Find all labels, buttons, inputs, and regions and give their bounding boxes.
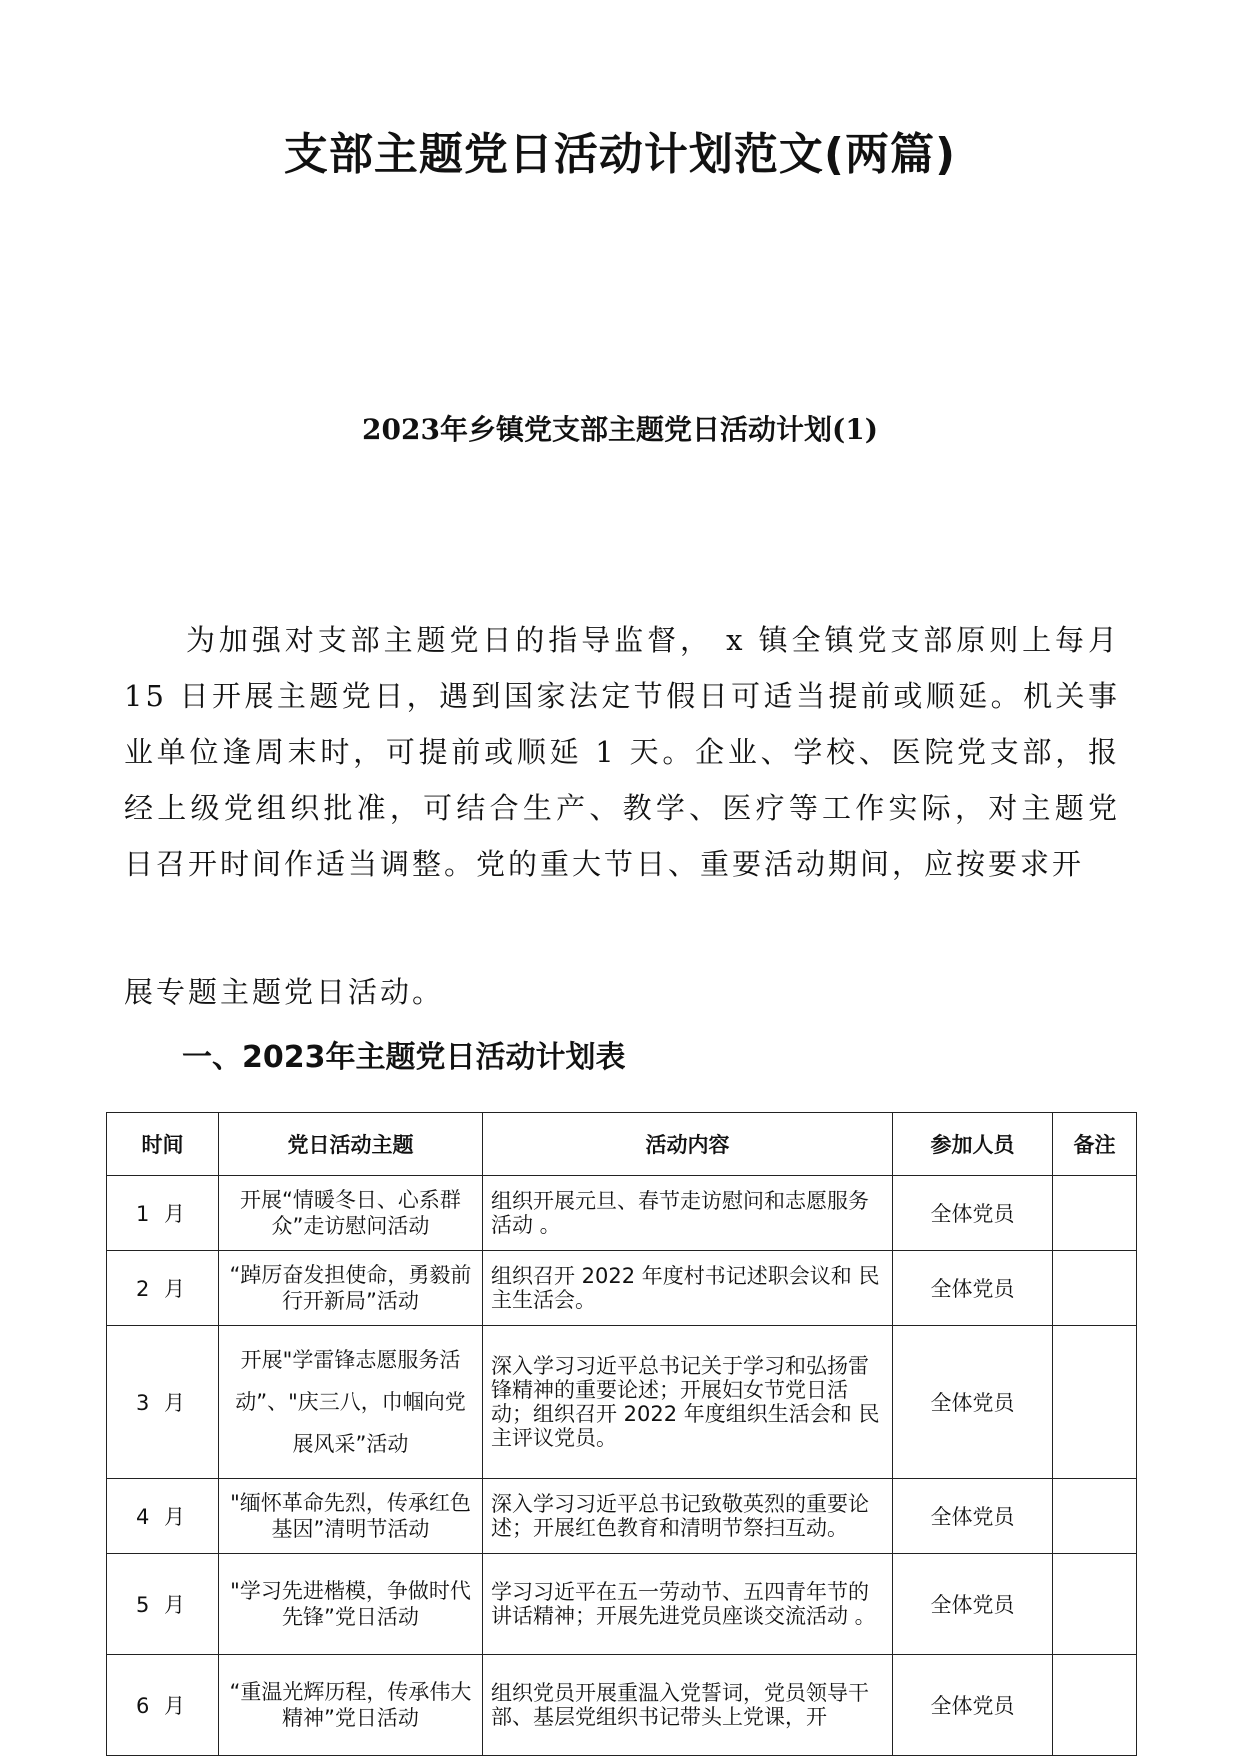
cell-theme: 开展"学雷锋志愿服务活动”、"庆三八，巾帼向党展风采”活动 [219, 1326, 483, 1479]
cell-participants: 全体党员 [893, 1326, 1053, 1479]
cell-content: 组织党员开展重温入党誓词，党员领导干部、基层党组织书记带头上党课，开 [483, 1655, 893, 1756]
table-row [107, 1655, 1137, 1756]
activity-plan-table [106, 1112, 1137, 1756]
cell-month: 4 月 [107, 1479, 219, 1554]
cell-month: 5 月 [107, 1554, 219, 1655]
table-row [107, 1251, 1137, 1326]
cell-month: 3 月 [107, 1326, 219, 1479]
cell-theme: “重温光辉历程，传承伟大精神”党日活动 [219, 1655, 483, 1756]
cell-content: 学习习近平在五一劳动节、五四青年节的讲话精神；开展先进党员座谈交流活动 。 [483, 1554, 893, 1655]
cell-notes [1053, 1251, 1137, 1326]
table-row [107, 1479, 1137, 1554]
header-content: 活动内容 [483, 1113, 893, 1176]
table-row [107, 1326, 1137, 1479]
header-theme: 党日活动主题 [219, 1113, 483, 1176]
cell-theme: "缅怀革命先烈，传承红色基因”清明节活动 [219, 1479, 483, 1554]
header-notes: 备注 [1053, 1113, 1137, 1176]
cell-participants: 全体党员 [893, 1554, 1053, 1655]
cell-participants: 全体党员 [893, 1479, 1053, 1554]
cell-participants: 全体党员 [893, 1176, 1053, 1251]
cell-notes [1053, 1176, 1137, 1251]
table-row [107, 1554, 1137, 1655]
cell-notes [1053, 1655, 1137, 1756]
cell-month: 2 月 [107, 1251, 219, 1326]
section-heading: 一、2023年主题党日活动计划表 [182, 1040, 626, 1075]
table-row [107, 1176, 1137, 1251]
document-subtitle: 2023年乡镇党支部主题党日活动计划(1) [362, 413, 878, 446]
cell-participants: 全体党员 [893, 1251, 1053, 1326]
cell-theme: “踔厉奋发担使命，勇毅前行开新局”活动 [219, 1251, 483, 1326]
body-paragraph: 为加强对支部主题党日的指导监督， x 镇全镇党支部原则上每月 15 日开展主题党日，遇到国家法定节假日可适当提前或顺延。机关事 业单位逢周末时，可提前或顺延 1 天。企业、学校、医院党支部，报 经上级党组织批准，可结合生产、教学、医疗等工作实际，对主题党 日召开时间作适当调整。党的重大节日、重要活动期间，应按要求开 [124, 623, 1153, 881]
cell-theme: "学习先进楷模，争做时代先锋”党日活动 [219, 1554, 483, 1655]
cell-month: 6 月 [107, 1655, 219, 1756]
cell-content: 组织召开 2022 年度村书记述职会议和 民主生活会。 [483, 1251, 893, 1326]
cell-participants: 全体党员 [893, 1655, 1053, 1756]
cell-theme: 开展“情暖冬日、心系群众”走访慰问活动 [219, 1176, 483, 1251]
cell-content: 深入学习习近平总书记关于学习和弘扬雷锋精神的重要论述；开展妇女节党日活动；组织召开 2022 年度组织生活会和 民主评议党员。 [483, 1326, 893, 1479]
body-paragraph-tail: 展专题主题党日活动。 [124, 975, 445, 1009]
table-header-row [107, 1113, 1137, 1176]
cell-notes [1053, 1479, 1137, 1554]
header-time: 时间 [107, 1113, 219, 1176]
cell-content: 深入学习习近平总书记致敬英烈的重要论述；开展红色教育和清明节祭扫互动。 [483, 1479, 893, 1554]
cell-month: 1 月 [107, 1176, 219, 1251]
cell-notes [1053, 1326, 1137, 1479]
cell-content: 组织开展元旦、春节走访慰问和志愿服务活动 。 [483, 1176, 893, 1251]
document-title: 支部主题党日活动计划范文(两篇) [283, 129, 957, 180]
header-participants: 参加人员 [893, 1113, 1053, 1176]
cell-notes [1053, 1554, 1137, 1655]
